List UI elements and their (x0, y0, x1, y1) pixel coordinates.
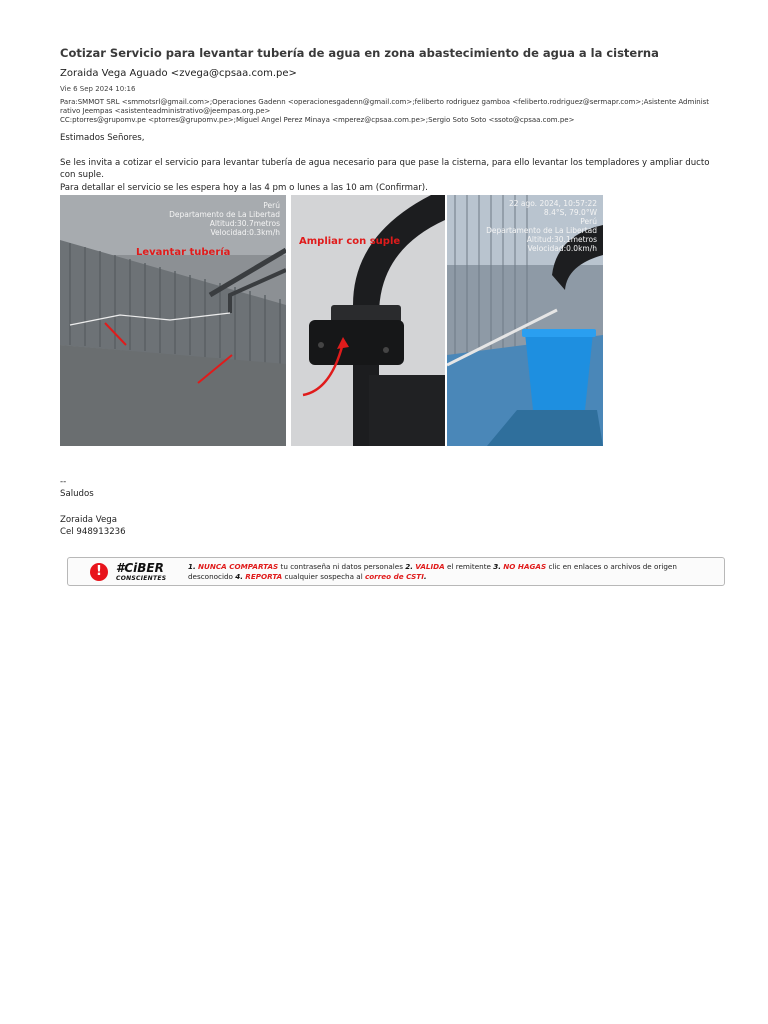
email-subject: Cotizar Servicio para levantar tubería de agua en zona abastecimiento de agua a la cisterna (60, 46, 659, 60)
cc-label: CC: (60, 116, 73, 124)
photo-3-overlay-line: 8.4°S, 79.0°W (543, 208, 597, 217)
photo-pipe-elbow-image (291, 195, 445, 446)
security-tips (188, 562, 718, 582)
closing: Saludos (60, 489, 94, 499)
signature-name: Zoraida Vega (60, 515, 118, 525)
photo-3-overlay-line: Departamento de La Libertad (486, 226, 597, 235)
photo-3-overlay (486, 199, 597, 253)
photo-1-overlay-line: Velocidad:0.3km/h (210, 228, 280, 237)
tip-3-num: 3. (493, 562, 501, 571)
to-label: Para: (60, 98, 78, 106)
csti-email-link[interactable]: correo de CSTI (364, 572, 424, 581)
tip-1-text: tu contraseña ni datos personales (280, 562, 403, 571)
photo-1-label: Levantar tubería (136, 247, 231, 258)
photo-pipe-elbow[interactable] (291, 195, 445, 446)
email-date: Vie 6 Sep 2024 10:16 (60, 85, 136, 93)
email-recipients (60, 98, 710, 125)
tip-4-num: 4. (235, 572, 243, 581)
tip-2-text: el remitente (447, 562, 491, 571)
photo-1-overlay-line: Departamento de La Libertad (169, 210, 280, 219)
greeting: Estimados Señores, (60, 133, 145, 143)
tip-3-text: clic en enlaces o archivos de origen desconocido (188, 562, 677, 581)
photo-pipe-wall[interactable] (60, 195, 286, 446)
photo-1-overlay (169, 201, 280, 237)
photo-2-label: Ampliar con suple (299, 236, 401, 247)
tip-4-text: cualquier sospecha al (284, 572, 363, 581)
tip-1-num: 1. (188, 562, 196, 571)
tip-4-emphasis: REPORTA (245, 572, 283, 581)
body-paragraph-1: Se les invita a cotizar el servicio para levantar tubería de agua necesario para que pase la cisterna, para ello levantar los templadores y ampliar ducto con suple. (60, 158, 710, 180)
tip-2-emphasis: VALIDA (415, 562, 445, 571)
photo-3-overlay-line: 22 ago. 2024, 10:57:22 (508, 199, 597, 208)
tip-4-end: . (423, 572, 427, 581)
photo-1-overlay-line: Altitud:30.7metros (209, 219, 280, 228)
cc-recipients[interactable]: ptorres@grupomv.pe <ptorres@grupomv.pe>;Miguel Angel Perez Minaya <mperez@cpsaa.com.pe>;Sergio Soto Soto <ssoto@cpsaa.com.pe> (72, 116, 575, 124)
email-sender[interactable]: Zoraida Vega Aguado <zvega@cpsaa.com.pe> (60, 68, 297, 79)
signature-separator: -- (60, 477, 67, 487)
ciber-brand-sub: CONSCIENTES (116, 575, 167, 582)
alert-icon: ! (90, 563, 108, 581)
photo-1-overlay-line: Perú (263, 201, 280, 210)
to-line (60, 98, 710, 116)
tip-3-emphasis: NO HAGAS (503, 562, 547, 571)
photo-bucket[interactable] (447, 195, 603, 446)
photo-3-overlay-line: Altitud:30.1metros (526, 235, 597, 244)
body-paragraph-2: Para detallar el servicio se les espera hoy a las 4 pm o lunes a las 10 am (Confirmar). (60, 183, 428, 193)
tip-1-emphasis: NUNCA COMPARTAS (198, 562, 279, 571)
security-banner (67, 557, 725, 586)
signature-phone: Cel 948913236 (60, 527, 126, 537)
photo-3-overlay-line: Perú (580, 217, 597, 226)
tip-2-num: 2. (405, 562, 413, 571)
ciber-brand: #CiBER (116, 561, 164, 575)
photo-3-overlay-line: Velocidad:0.0km/h (527, 244, 597, 253)
to-recipients[interactable]: SMMOT SRL <smmotsrl@gmail.com>;Operaciones Gadenn <operacionesgadenn@gmail.com>;feliberto rodriguez gamboa <feliberto.rodriguez@sermapr.com>;Asistente Administrativo Jeempas <asistenteadministrativo@jeempas.org.pe> (60, 98, 710, 115)
cc-line (60, 116, 710, 125)
